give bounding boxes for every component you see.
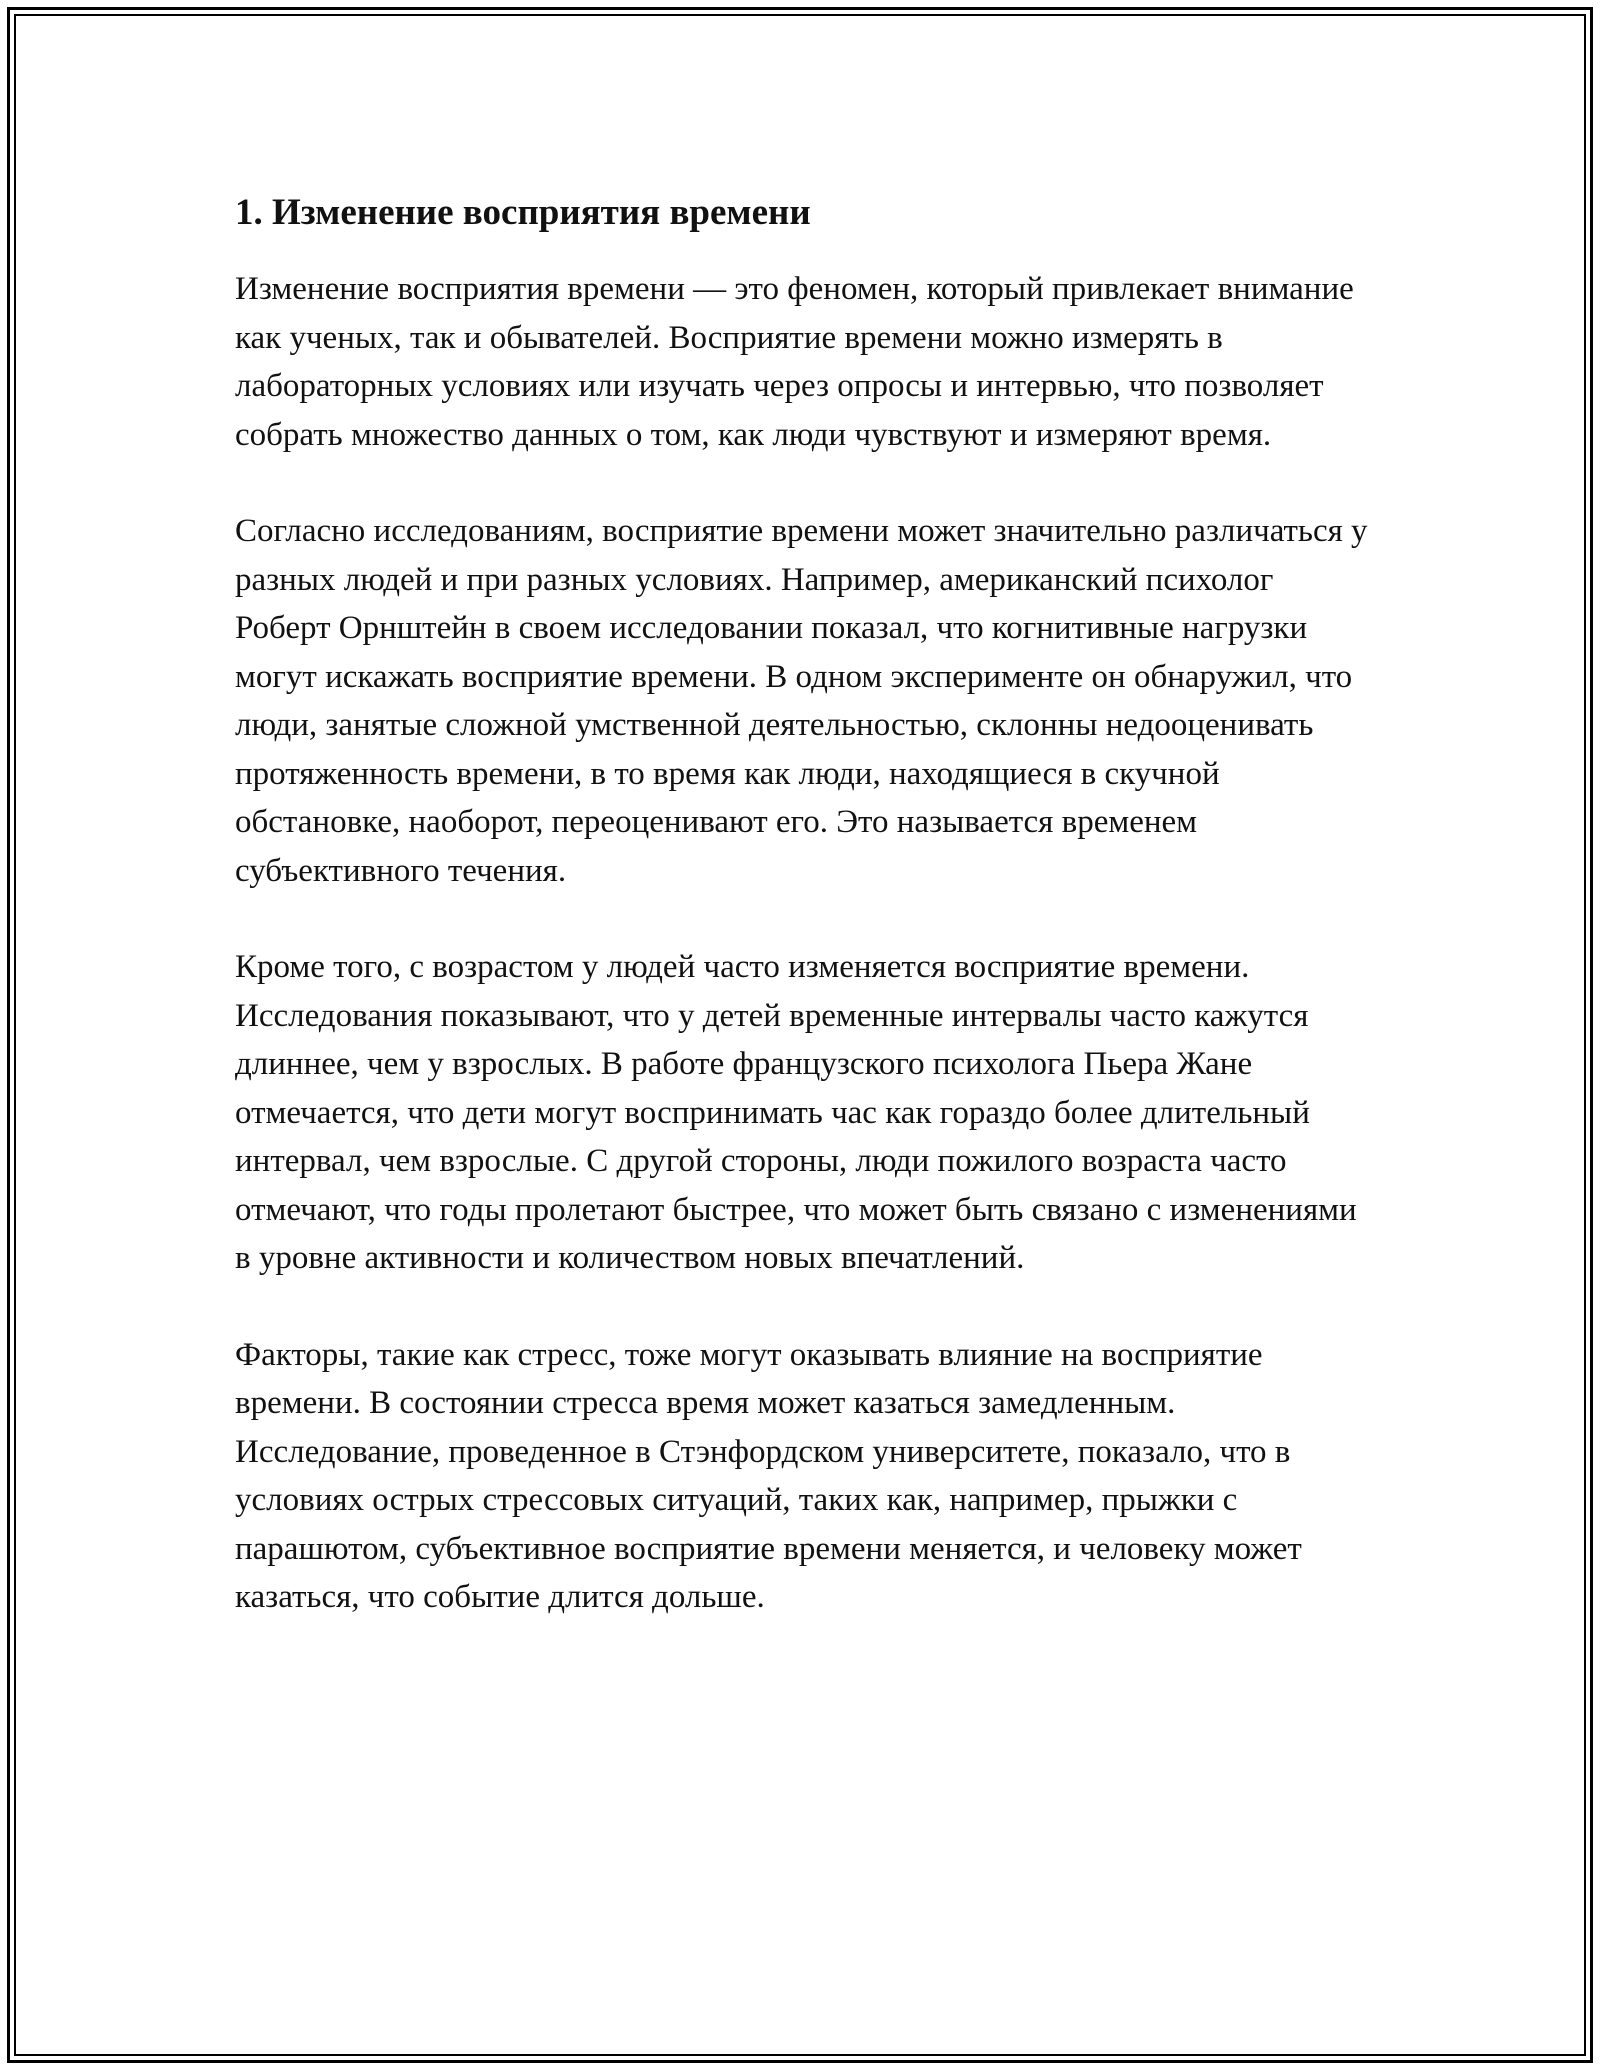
paragraph-1: Изменение восприятия времени — это феномен, который привлекает внимание как ученых, так и обывателей. Восприятие времени можно измерять в лабораторных условиях или изучать через опросы и интервью, что позволяет собрать множество данных о том, как люди чувствуют и измеряют время. [235, 271, 1354, 453]
paragraph-3: Кроме того, с возрастом у людей часто изменяется восприятие времени. Исследования показывают, что у детей временные интервалы часто кажутся длиннее, чем у взрослых. В работе французского психолога Пьера Жане отмечается, что дети могут воспринимать час как гораздо более длительный интервал, чем взрослые. С другой стороны, люди пожилого возраста часто отмечают, что годы пролетают быстрее, что может быть связано с изменениями в уровне активности и количеством новых впечатлений. [235, 949, 1357, 1276]
paragraph-4: Факторы, такие как стресс, тоже могут оказывать влияние на восприятие времени. В состоянии стресса время может казаться замедленным. Исследование, проведенное в Стэнфордском университете, показало, что в условиях острых стрессовых ситуаций, таких как, например, прыжки с парашютом, субъективное восприятие времени меняется, и человеку может казаться, что событие длится дольше. [235, 1336, 1302, 1615]
paragraph-2: Согласно исследованиям, восприятие времени может значительно различаться у разных людей и при разных условиях. Например, американский психолог Роберт Орнштейн в своем исследовании показал, что когнитивные нагрузки могут искажать восприятие времени. В одном эксперименте он обнаружил, что люди, занятые сложной умственной деятельностью, склонны недооценивать протяженность времени, в то время как люди, находящиеся в скучной обстановке, наоборот, переоценивают его. Это называется временем субъективного течения. [235, 513, 1368, 889]
section-heading: 1. Изменение восприятия времени [235, 192, 811, 233]
document-body [235, 187, 1370, 1622]
